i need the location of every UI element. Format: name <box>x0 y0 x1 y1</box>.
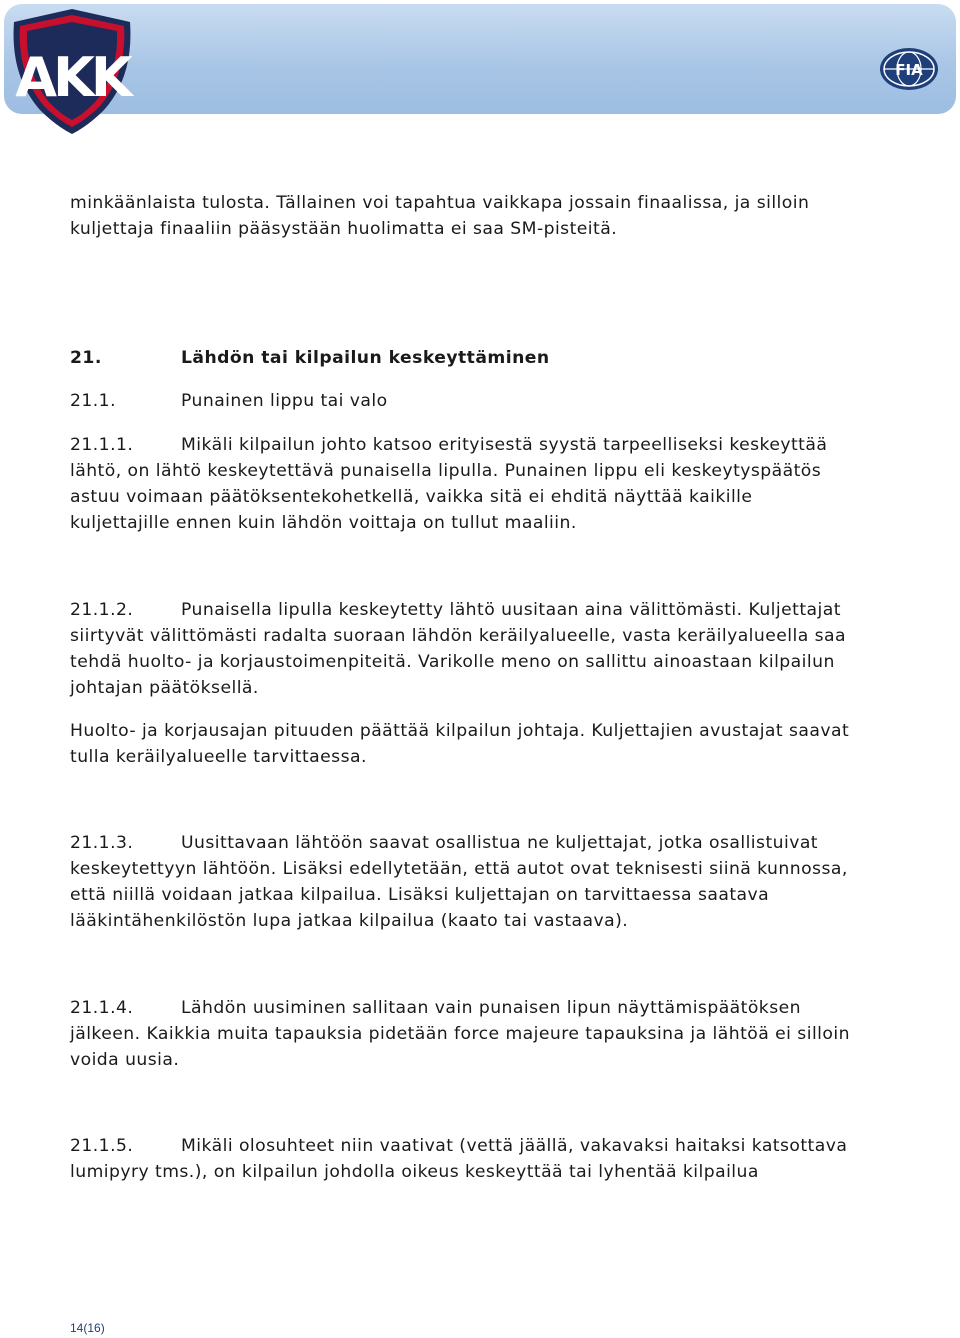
svg-text:AKK: AKK <box>15 46 129 109</box>
rule-number: 21.1.2. <box>70 600 134 620</box>
svg-text:FIA: FIA <box>895 61 923 79</box>
section-number: 21. <box>70 348 102 368</box>
intro-paragraph <box>70 190 910 242</box>
text-line: kuljettaja finaaliin pääsystään huolimatta ei saa SM-pisteitä. <box>70 219 618 239</box>
text-line: jälkeen. Kaikkia muita tapauksia pidetään force majeure tapauksina ja lähtöä ei silloin <box>70 1024 850 1044</box>
text-line: Mikäli olosuhteet niin vaativat (vettä jäällä, vakavaksi haitaksi katsottava <box>181 1136 848 1156</box>
text-line: Punaisella lipulla keskeytetty lähtö uusitaan aina välittömästi. Kuljettajat <box>181 600 841 620</box>
text-line: tehdä huolto- ja korjaustoimenpiteitä. Varikolle meno on sallittu ainoastaan kilpailun <box>70 652 835 672</box>
akk-logo <box>6 6 138 138</box>
text-line: Uusittavaan lähtöön saavat osallistua ne kuljettajat, jotka osallistuivat <box>181 833 818 853</box>
rule-21-1-5 <box>70 1133 910 1185</box>
rule-number: 21.1.1. <box>70 435 134 455</box>
text-line: kuljettajille ennen kuin lähdön voittaja on tullut maaliin. <box>70 513 577 533</box>
subsection-title: Punainen lippu tai valo <box>181 391 388 411</box>
text-line: lääkintähenkilöstön lupa jatkaa kilpailua (kaato tai vastaava). <box>70 911 629 931</box>
text-line: siirtyvät välittömästi radalta suoraan lähdön keräilyalueelle, vasta keräilyalueella saa <box>70 626 847 646</box>
text-line: tulla keräilyalueelle tarvittaessa. <box>70 747 367 767</box>
rule-21-1-2-continuation <box>70 718 910 770</box>
text-line: minkäänlaista tulostа. Tällainen voi tapahtua vaikkapa jossain finaalissa, ja silloin <box>70 193 810 213</box>
text-line: lumipyry tms.), on kilpailun johdolla oikeus keskeyttää tai lyhentää kilpailua <box>70 1162 759 1182</box>
rule-number: 21.1.3. <box>70 833 134 853</box>
rule-21-1-2 <box>70 597 910 701</box>
section-heading <box>70 345 910 371</box>
rule-number: 21.1.4. <box>70 998 134 1018</box>
text-line: Lähdön uusiminen sallitaan vain punaisen lipun näyttämispäätöksen <box>181 998 801 1018</box>
rule-21-1-4 <box>70 995 910 1073</box>
text-line: voida uusia. <box>70 1050 180 1070</box>
rule-21-1-1 <box>70 432 910 536</box>
text-line: Mikäli kilpailun johto katsoo erityisestä syystä tarpeelliseksi keskeyttää <box>181 435 828 455</box>
rule-number: 21.1.5. <box>70 1136 134 1156</box>
fia-logo <box>878 46 940 92</box>
page-number: 14(16) <box>70 1321 105 1335</box>
text-line: keskeytettyyn lähtöön. Lisäksi edellytetään, että autot ovat teknisesti siinä kunnossa, <box>70 859 848 879</box>
text-line: Huolto- ja korjausajan pituuden päättää kilpailun johtaja. Kuljettajien avustajat saavat <box>70 721 850 741</box>
section-title: Lähdön tai kilpailun keskeyttäminen <box>181 348 550 368</box>
text-line: lähtö, on lähtö keskeytettävä punaisella lipulla. Punainen lippu eli keskeytyspäätös <box>70 461 822 481</box>
text-line: johtajan päätöksellä. <box>70 678 259 698</box>
header-band <box>4 4 956 114</box>
subsection-heading <box>70 388 910 414</box>
text-line: että niillä voidaan jatkaa kilpailua. Lisäksi kuljettajan on tarvittaessa saatava <box>70 885 770 905</box>
text-line: astuu voimaan päätöksentekohetkellä, vaikka sitä ei ehditä näyttää kaikille <box>70 487 753 507</box>
subsection-number: 21.1. <box>70 391 116 411</box>
rule-21-1-3 <box>70 830 910 934</box>
